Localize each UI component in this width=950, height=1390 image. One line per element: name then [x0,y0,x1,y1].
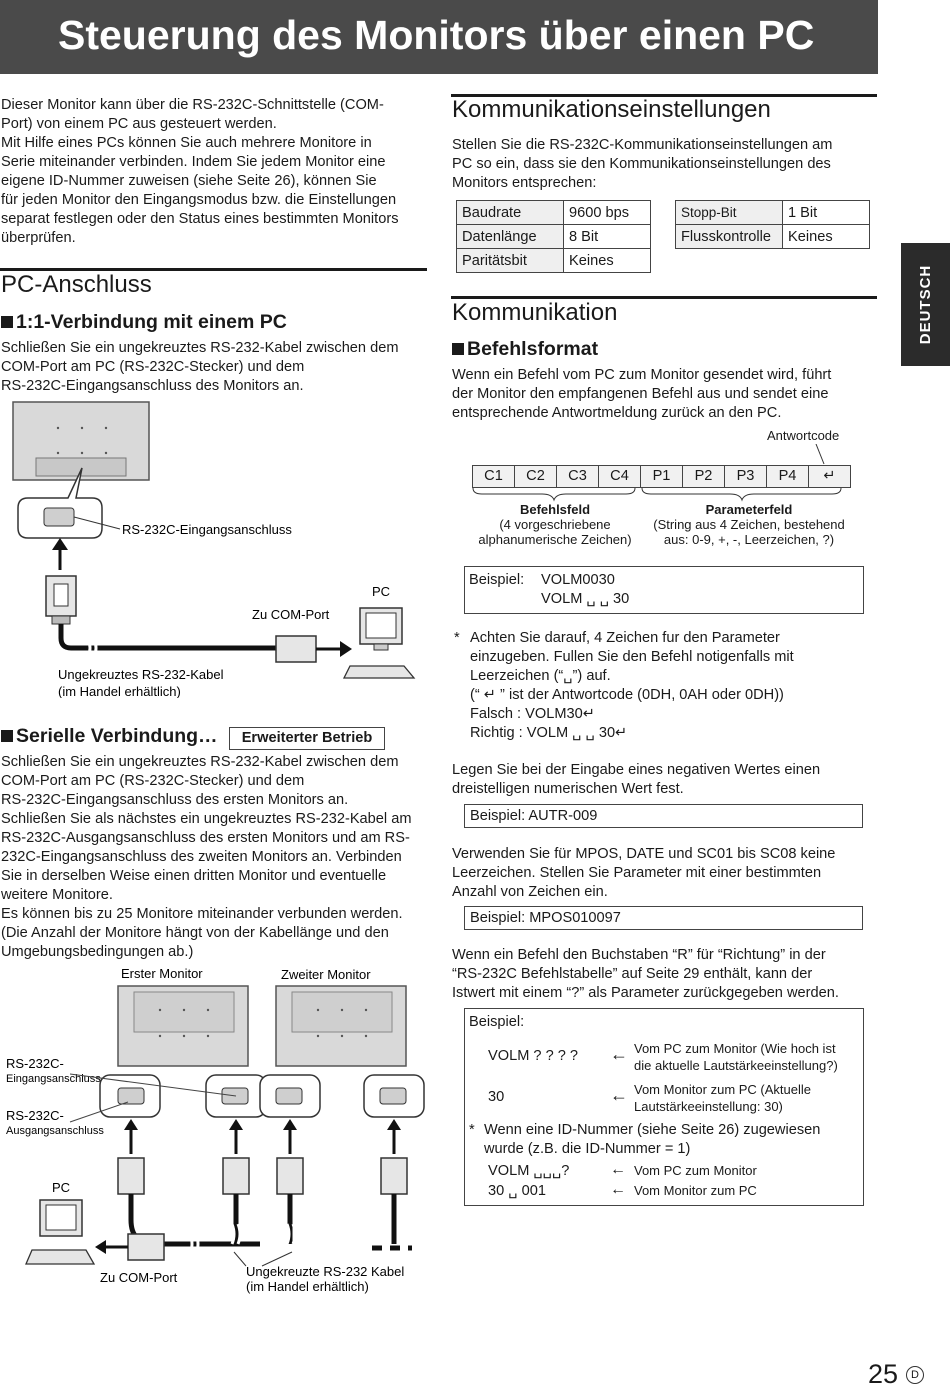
example4-id-note: Wenn eine ID-Nummer (siehe Seite 26) zugewiesen wurde (z.B. die ID-Nummer = 1) [484,1122,821,1157]
pc-label: PC [372,584,391,599]
bullet-square-icon [1,730,13,742]
rs232-port-icon [118,1088,144,1104]
sub1-paragraph: Schließen Sie ein ungekreuztes RS-232-Kabel zwischen dem COM-Port am PC (RS-232C-Stecker) und dem RS-232C-Eingangsanschluss des Monitors an. [1,340,399,394]
cmd-cell-p4: P4 [766,465,809,488]
cmd-cell-c4: C4 [598,465,641,488]
cable-label: Ungekreuztes RS-232-Kabel [58,667,224,682]
diagram-1to1-connection [0,398,440,698]
komm-settings-paragraph: Stellen Sie die RS-232C-Kommunikationseinstellungen am PC so ein, dass sie den Kommunikationseinstellungen des Monitors entsprechen: [452,137,833,191]
language-tab [901,243,950,366]
rs232-in-label-2: Eingangsanschluss [6,1073,101,1085]
r-direction-paragraph: Wenn ein Befehl den Buchstaben “R” für “Richtung” in der “RS-232C Befehlstabelle” auf Seite 29 enthält, kann der Istwert mit einem “?” als Parameter zurückgegeben werden. [452,947,839,1001]
example4-cmd2: 30 [488,1089,505,1105]
page-title: Steuerung des Monitors über einen PC [58,12,815,58]
mpos-paragraph: Verwenden Sie für MPOS, DATE und SC01 bis SC08 keine Leerzeichen. Stellen Sie Parameter mit einer bestimmten Anzahl von Zeichen ein. [452,846,836,900]
cable-label-note: (im Handel erhältlich) [58,684,181,698]
rs232-port-icon [380,1088,406,1104]
field-brackets [470,486,850,502]
language-badge: D [906,1366,924,1384]
page-number: 25 [868,1359,899,1389]
befehlsformat-paragraph: Wenn ein Befehl vom PC zum Monitor gesendet wird, führt der Monitor den empfangenen Befehl aus und sendet eine entsprechende Antwortmeldung zurück an den PC. [452,367,832,421]
rs232-input-label: RS-232C-Eingangsanschluss [122,522,292,537]
example4-cmd3: VOLM ␣␣␣? [488,1163,570,1179]
arrow-left-icon: ← [610,1085,628,1105]
cmd-cell-c1: C1 [472,465,515,488]
sub2-paragraph: Schließen Sie ein ungekreuztes RS-232-Kabel zwischen dem COM-Port am PC (RS-232C-Stecker) und dem RS-232C-Eingangsanschluss des ersten Monitors an. Schließen Sie als nächstes ein ungekreuztes RS-232-Kabel am RS-232C-Ausgangsanschluss des ersten Monitors und am RS- 232C-Eingangsanschluss des zweiten Monitors an. Verbinden Sie in derselben Weise einen dritten Monitor und eventuelle weitere Monitore. Es können bis zu 25 Monitore miteinander verbunden werden. (Die Anzahl der Monitore hängt von der Kabellänge und den Umgebungsbedingungen ab.) [1,754,412,960]
example-box-3: Beispiel: MPOS010097 [464,906,863,930]
bullet-square-icon [452,343,464,355]
rs232-in-label: RS-232C- [6,1056,64,1071]
cmd-cell-p2: P2 [682,465,725,488]
cable-label: Ungekreuzte RS-232 Kabel [246,1264,405,1279]
rs232-port-icon [276,1088,302,1104]
com-port-label: Zu COM-Port [100,1270,178,1285]
example4-desc3: Vom PC zum Monitor [634,1163,757,1178]
example4-cmd4: 30 ␣ 001 [488,1183,546,1199]
rs232-out-label: RS-232C- [6,1108,64,1123]
second-monitor-label: Zweiter Monitor [281,967,371,982]
cmd-cell-c3: C3 [556,465,599,488]
example1-label: Beispiel: [469,572,525,588]
negative-value-paragraph: Legen Sie bei der Eingabe eines negativen Wertes einen dreistelligen numerischen Wert fest. [452,762,821,797]
subsection-title-serial: Serielle Verbindung… [1,725,218,748]
rs232-port-icon [44,508,74,526]
diagram-serial-connection [0,962,440,1302]
language-tab-label: DEUTSCH [917,264,934,345]
note-paragraph: Achten Sie darauf, 4 Zeichen fur den Parameter einzugeben. Fullen Sie den Befehl notigenfalls mit Leerzeichen (“␣”) auf. (“ ↵ ” ist der Antwortcode (0DH, 0AH oder 0DH)) Falsch : VOLM30↵ Richtig : VOLM ␣ ␣ 30↵ [470,630,794,741]
bullet-square-icon [1,316,13,328]
com-connector-icon [128,1234,164,1260]
rs232-out-label-2: Ausgangsanschluss [6,1125,104,1137]
return-code-cell: ↵ [808,465,851,488]
cable-label-note: (im Handel erhältlich) [246,1279,369,1294]
example4-desc1: Vom PC zum Monitor (Wie hoch ist die aktuelle Lautstärkeeinstellung?) [634,1041,838,1073]
section-title-pc-anschluss: PC-Anschluss [1,271,152,298]
settings-table-right: Stopp-Bit 1 Bit Flusskontrolle Keines [675,200,870,249]
example-box-2: Beispiel: AUTR-009 [464,804,863,828]
example4-label: Beispiel: [469,1014,525,1030]
return-code-pointer [810,444,830,466]
com-connector-icon [276,636,316,662]
arrow-left-icon: ← [610,1161,626,1178]
cmd-cell-p3: P3 [724,465,767,488]
section-title-kommunikation: Kommunikation [452,299,618,326]
parameterfeld-box: Parameterfeld (String aus 4 Zeichen, bestehend aus: 0-9, +, -, Leerzeichen, ?) [653,502,845,547]
section-title-komm-settings: Kommunikationseinstellungen [452,96,771,123]
cable-plug-icon [118,1158,144,1194]
arrow-left-icon: ← [610,1044,628,1064]
advanced-operation-badge: Erweiterter Betrieb [229,727,385,750]
note-star: * [454,630,460,646]
cable-plug-icon [223,1158,249,1194]
return-code-label: Antwortcode [767,428,840,443]
command-format-row [472,465,850,488]
pc-label: PC [52,1180,71,1195]
befehlsfeld-box: Befehlsfeld (4 vorgeschriebene alphanumerische Zeichen) [478,502,632,547]
cable-plug-icon [381,1158,407,1194]
example4-desc4: Vom Monitor zum PC [634,1183,757,1198]
com-port-label: Zu COM-Port [252,607,330,622]
cmd-cell-p1: P1 [640,465,683,488]
example4-cmd1: VOLM ? ? ? ? [488,1048,579,1064]
subsection-title-1to1: 1:1-Verbindung mit einem PC [1,311,287,334]
intro-paragraph: Dieser Monitor kann über die RS-232C-Schnittstelle (COM- Port) von einem PC aus gesteuert werden. Mit Hilfe eines PCs können Sie auch mehrere Monitore in Serie miteinander verbinden. Indem Sie jedem Monitor eine eigene ID-Nummer zuweisen (siehe Seite 26), können Sie für jeden Monitor den Eingangsmodus bzw. die Einstellungen separat festlegen oder den Status eines bestimmten Monitors überprüfen. [1,97,399,246]
example4-desc2: Vom Monitor zum PC (Aktuelle Lautstärkeeinstellung: 30) [634,1082,812,1114]
first-monitor-label: Erster Monitor [121,966,203,981]
settings-table-left: Baudrate 9600 bps Datenlänge 8 Bit Paritätsbit Keines [456,200,651,273]
pc-keyboard-icon [344,666,414,678]
arrow-left-icon: ← [610,1181,626,1198]
example1-line2: VOLM ␣ ␣ 30 [541,591,630,607]
example4-star: * [469,1122,475,1138]
subsection-title-befehlsformat: Befehlsformat [452,338,598,361]
cable-plug-icon [277,1158,303,1194]
pc-keyboard-icon [26,1250,94,1264]
example1-line1: VOLM0030 [541,572,615,588]
cmd-cell-c2: C2 [514,465,557,488]
